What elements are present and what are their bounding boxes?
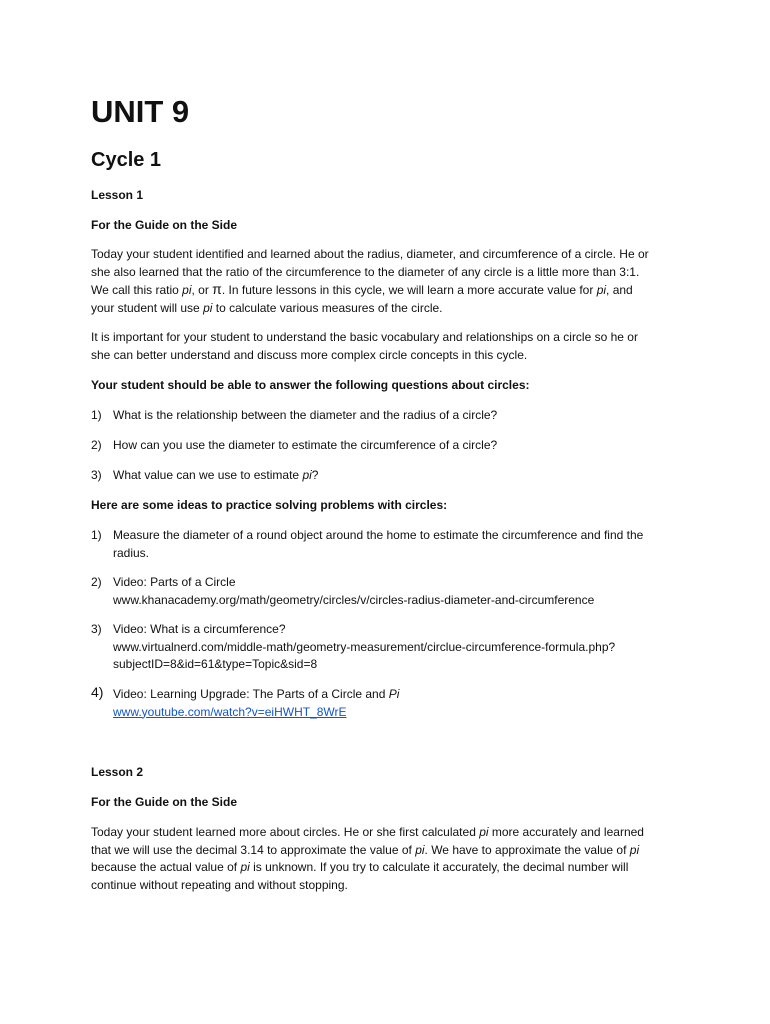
unit-title: UNIT 9: [91, 94, 190, 129]
pi-symbol: π: [212, 281, 222, 297]
lesson1-paragraph-1: Today your student identified and learned about the radius, diameter, and circumference of a circle. He or she also learned that the ratio of the circumference to the diameter of any circle is a little more than 3:1. We call this ratio pi, or π. In future lessons in this cycle, we will learn a more accurate value for pi, and your student will use pi to calculate various measures of the circle.: [91, 247, 649, 315]
idea-item: 1) Measure the diameter of a round object around the home to estimate the circumference and find the radius.: [91, 528, 644, 560]
lesson1-heading: Lesson 1: [91, 188, 144, 202]
idea-item: 3) Video: What is a circumference? www.virtualnerd.com/middle-math/geometry-measurement/circlue-circumference-formula.php? subjectID=8&id=61&type=Topic&sid=8: [91, 621, 681, 674]
lesson1-paragraph-2: It is important for your student to understand the basic vocabulary and relationships on a circle so he or she can better understand and discuss more complex circle concepts in this cycle.: [91, 330, 638, 362]
idea-item: 4) Video: Learning Upgrade: The Parts of a Circle and Pi www.youtube.com/watch?v=eiHWHT_8WrE: [91, 686, 681, 721]
questions-heading: Your student should be able to answer the following questions about circles:: [91, 378, 530, 392]
cycle-title: Cycle 1: [91, 149, 162, 171]
question-item: 2) How can you use the diameter to estimate the circumference of a circle?: [91, 438, 498, 452]
lesson2-heading: Lesson 2: [91, 765, 144, 779]
lesson2-guide-heading: For the Guide on the Side: [91, 795, 238, 809]
ideas-heading: Here are some ideas to practice solving problems with circles:: [91, 498, 448, 512]
lesson2-paragraph-1: Today your student learned more about circles. He or she first calculated pi more accurately and learned that we will use the decimal 3.14 to approximate the value of pi. We have to approximate the value of pi because the actual value of pi is unknown. If you try to calculate it accurately, the decimal number will continue without repeating and without stopping.: [91, 825, 644, 892]
virtualnerd-url: www.virtualnerd.com/middle-math/geometry-measurement/circlue-circumference-formula.php?: [113, 639, 616, 654]
khanacademy-url: www.khanacademy.org/math/geometry/circles/v/circles-radius-diameter-and-circumference: [113, 592, 595, 607]
question-item: 3) What value can we use to estimate pi?: [91, 468, 319, 482]
idea-item: 2) Video: Parts of a Circle www.khanacademy.org/math/geometry/circles/v/circles-radius-diameter-and-circumference: [91, 574, 681, 609]
question-item: 1) What is the relationship between the diameter and the radius of a circle?: [91, 408, 498, 422]
lesson1-guide-heading: For the Guide on the Side: [91, 218, 238, 232]
youtube-link[interactable]: www.youtube.com/watch?v=eiHWHT_8WrE: [113, 704, 347, 719]
